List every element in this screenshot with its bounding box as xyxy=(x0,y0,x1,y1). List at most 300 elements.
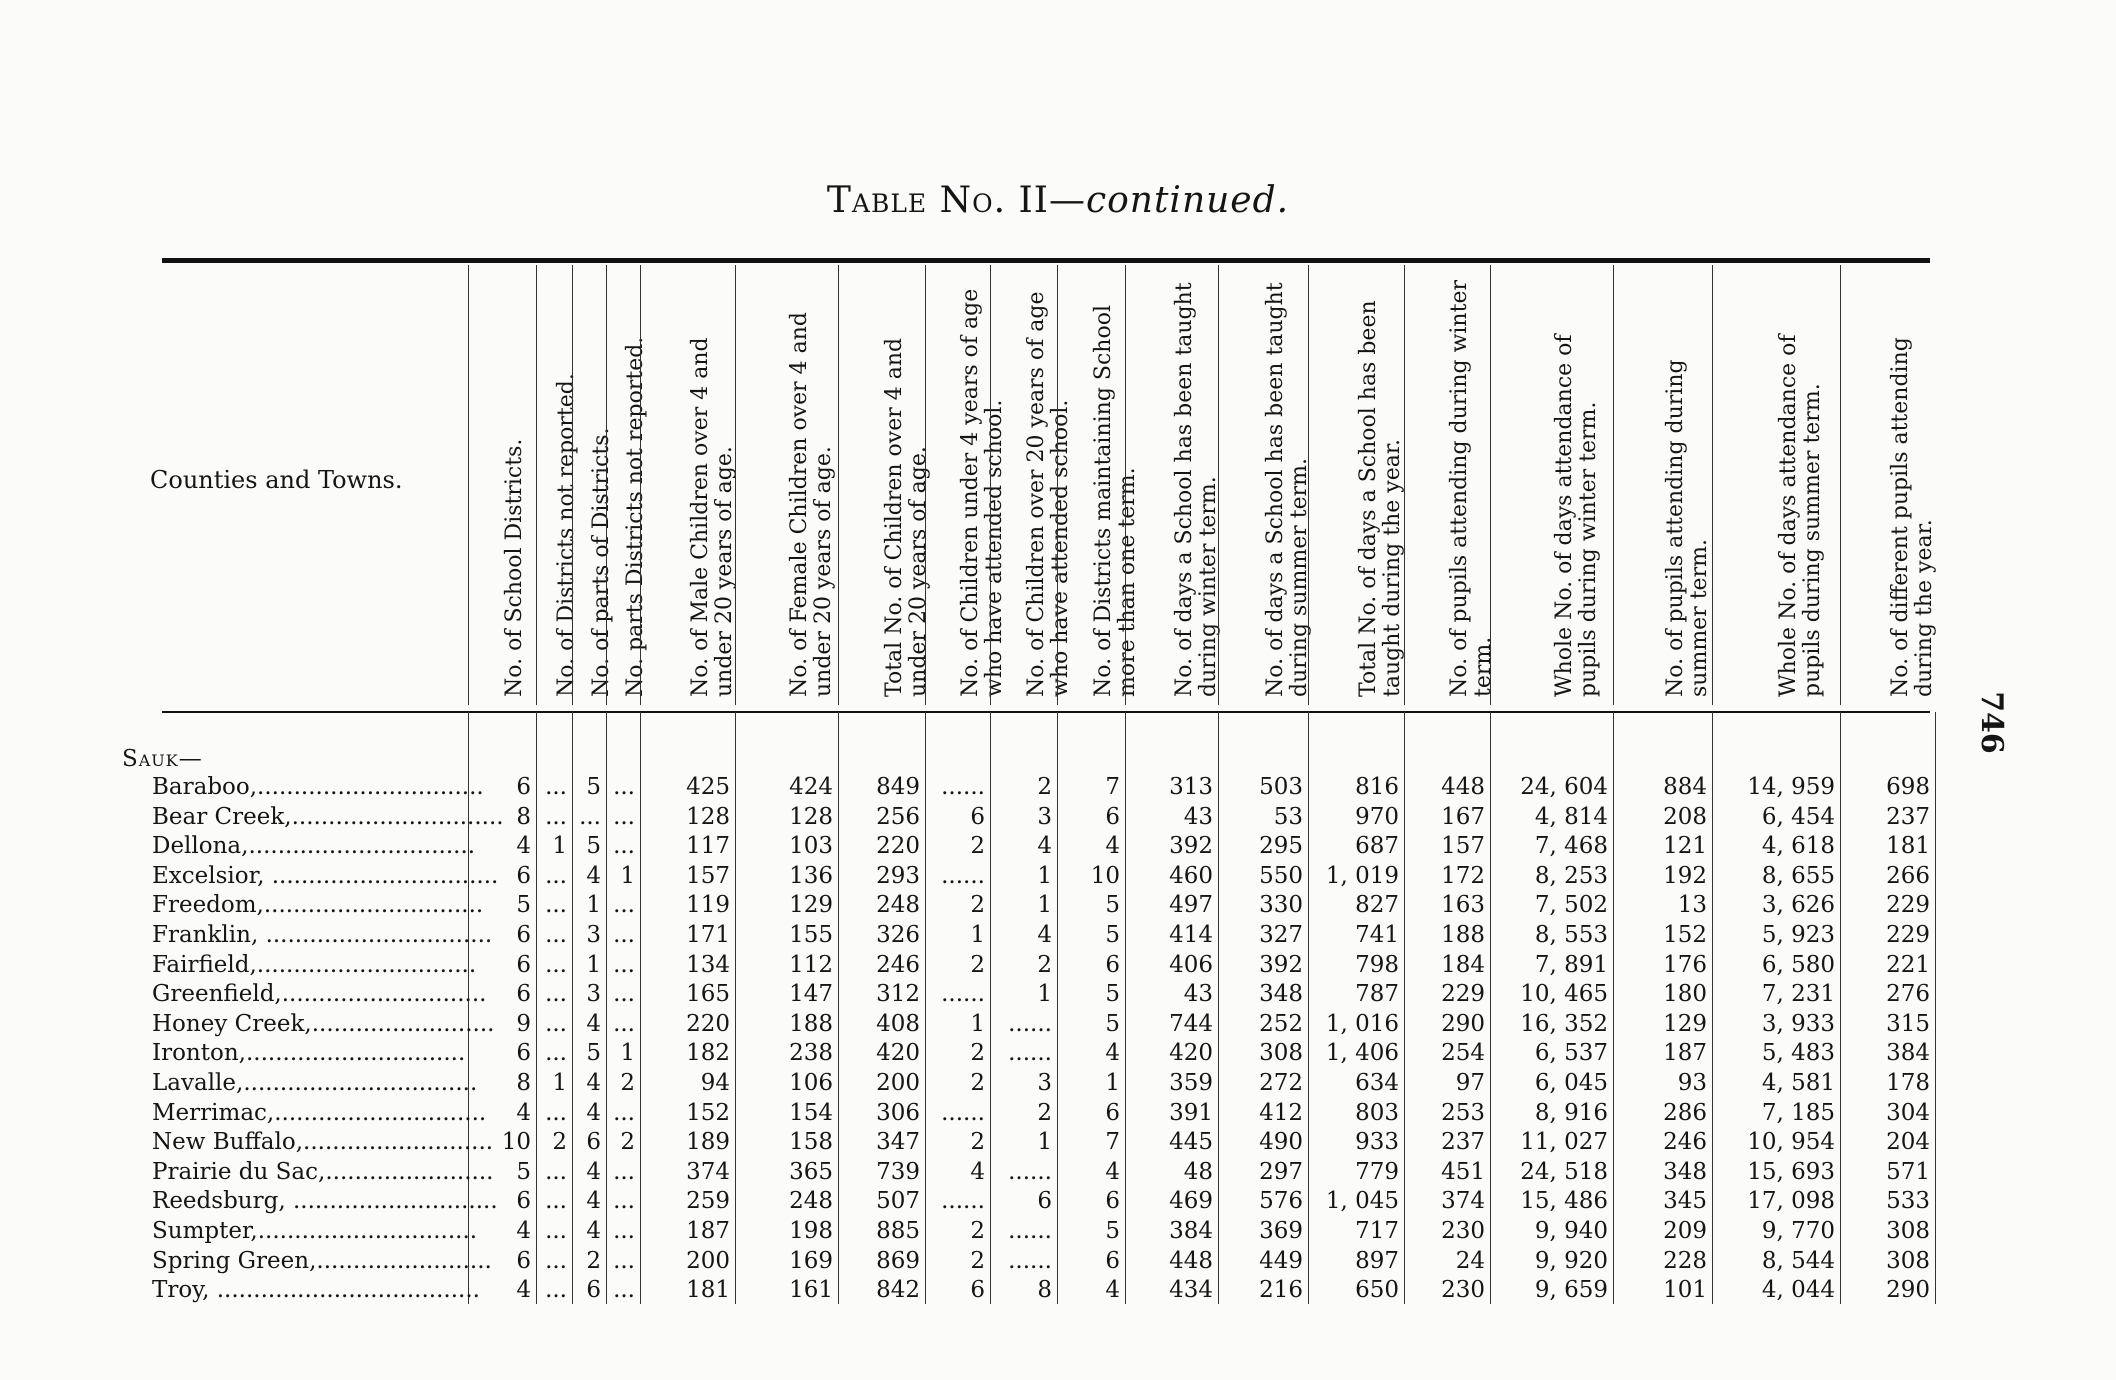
table-cell: 970 xyxy=(1355,803,1399,830)
table-cell: ...... xyxy=(941,1188,985,1215)
table-cell: 6 xyxy=(1105,803,1120,830)
table-cell: 112 xyxy=(789,951,833,978)
table-cell: 6 xyxy=(516,1247,531,1274)
table-cell: 739 xyxy=(876,1158,920,1185)
table-cell: 119 xyxy=(686,892,730,919)
table-cell: 237 xyxy=(1441,1129,1485,1156)
table-cell: 94 xyxy=(700,1070,730,1096)
column-header xyxy=(838,265,931,705)
table-cell: 550 xyxy=(1259,862,1303,889)
table-cell: ...... xyxy=(1008,1010,1052,1037)
column-header-text: Total No. of Children over 4 and under 20 years of age. xyxy=(881,337,931,697)
table-cell: ... xyxy=(545,1218,567,1244)
table-cell: 3 xyxy=(1037,1070,1052,1096)
table-cell: 5, 923 xyxy=(1761,922,1835,948)
table-row xyxy=(0,1098,2116,1128)
town-name: New Buffalo,.......................... xyxy=(152,1129,494,1156)
table-cell: 4 xyxy=(586,1010,601,1037)
table-cell: 220 xyxy=(876,833,920,860)
table-cell: 2 xyxy=(970,833,985,860)
table-cell: 326 xyxy=(876,922,920,948)
table-cell: ... xyxy=(613,1010,635,1037)
column-header-text: No. of Male Children over 4 and under 20 years of age. xyxy=(687,337,737,697)
table-row xyxy=(0,1157,2116,1187)
table-cell: 2 xyxy=(620,1070,635,1096)
table-cell: 15, 693 xyxy=(1747,1158,1835,1185)
table-cell: 4 xyxy=(1105,1277,1120,1304)
table-cell: ... xyxy=(613,892,635,919)
town-name: Baraboo,............................... xyxy=(152,774,484,800)
table-cell: 347 xyxy=(876,1129,920,1156)
table-cell: 4 xyxy=(516,833,531,860)
table-cell: 192 xyxy=(1663,862,1707,889)
column-header-text: Whole No. of days attendance of pupils during winter term. xyxy=(1551,334,1601,697)
table-cell: 276 xyxy=(1886,981,1930,1008)
table-cell: 129 xyxy=(789,892,833,919)
table-cell: 6 xyxy=(970,1277,985,1304)
table-cell: 3 xyxy=(1037,803,1052,830)
town-name: Prairie du Sac,....................... xyxy=(152,1158,494,1185)
table-cell: 4 xyxy=(1105,833,1120,860)
town-name: Bear Creek,............................. xyxy=(152,803,504,830)
table-cell: 2 xyxy=(970,951,985,978)
table-cell: 188 xyxy=(789,1010,833,1037)
table-cell: ... xyxy=(613,981,635,1008)
column-header-text: No. of Districts maintaining School more than one term. xyxy=(1091,305,1140,697)
table-cell: ...... xyxy=(1008,1247,1052,1274)
table-cell: 101 xyxy=(1663,1277,1707,1304)
table-cell: 2 xyxy=(970,1040,985,1067)
table-cell: 3 xyxy=(586,922,601,948)
town-name: Sumpter,.............................. xyxy=(152,1218,478,1244)
table-cell: 8, 553 xyxy=(1534,922,1608,948)
table-cell: 312 xyxy=(876,981,920,1008)
table-cell: 147 xyxy=(789,981,833,1008)
table-cell: 93 xyxy=(1677,1070,1707,1096)
town-name: Reedsburg, ............................ xyxy=(152,1188,498,1215)
table-cell: 272 xyxy=(1259,1070,1303,1096)
table-cell: 6, 580 xyxy=(1761,951,1835,978)
column-header xyxy=(1404,265,1496,705)
table-cell: 4 xyxy=(586,1070,601,1096)
table-cell: 634 xyxy=(1355,1070,1399,1096)
table-cell: 230 xyxy=(1441,1277,1485,1304)
table-cell: 158 xyxy=(789,1129,833,1156)
column-header-text: Total No. of days a School has been taught during the year. xyxy=(1356,300,1405,697)
table-cell: 248 xyxy=(789,1188,833,1215)
table-cell: 13 xyxy=(1677,892,1707,919)
column-header xyxy=(1712,265,1841,705)
table-cell: 117 xyxy=(686,833,730,860)
table-cell: 392 xyxy=(1259,951,1303,978)
table-cell: 43 xyxy=(1183,803,1213,830)
town-name: Ironton,.............................. xyxy=(152,1040,466,1067)
table-cell: ... xyxy=(613,1277,635,1304)
table-cell: 6 xyxy=(516,774,531,800)
table-cell: 134 xyxy=(686,951,730,978)
table-cell: ... xyxy=(613,803,635,830)
table-cell: 48 xyxy=(1183,1158,1213,1185)
table-cell: 6 xyxy=(970,803,985,830)
table-cell: 3 xyxy=(586,981,601,1008)
table-cell: 842 xyxy=(876,1277,920,1304)
table-cell: 246 xyxy=(1663,1129,1707,1156)
column-header xyxy=(1490,265,1614,705)
column-header-text: No. of Female Children over 4 and under 20 years of age. xyxy=(786,312,836,697)
table-cell: 8 xyxy=(516,803,531,830)
table-cell: ... xyxy=(613,1247,635,1274)
table-cell: 424 xyxy=(789,774,833,800)
table-row xyxy=(0,1186,2116,1216)
table-row xyxy=(0,920,2116,950)
table-cell: 253 xyxy=(1441,1099,1485,1126)
table-cell: ...... xyxy=(941,862,985,889)
table-cell: 1, 019 xyxy=(1325,862,1399,889)
table-cell: ... xyxy=(545,803,567,830)
table-row xyxy=(0,890,2116,920)
table-cell: 434 xyxy=(1169,1277,1213,1304)
table-cell: 6, 045 xyxy=(1534,1070,1608,1096)
column-header-text: No. of days a School has been taught during winter term. xyxy=(1171,282,1221,697)
table-cell: ... xyxy=(545,1158,567,1185)
table-cell: 384 xyxy=(1169,1218,1213,1244)
table-cell: 290 xyxy=(1886,1277,1930,1304)
table-cell: 254 xyxy=(1441,1040,1485,1067)
table-cell: 4 xyxy=(1105,1158,1120,1185)
table-cell: 2 xyxy=(586,1247,601,1274)
column-header xyxy=(1218,265,1312,705)
table-cell: 4 xyxy=(586,862,601,889)
table-cell: 9, 920 xyxy=(1534,1247,1608,1274)
table-cell: 1 xyxy=(1037,1129,1052,1156)
table-cell: 7, 891 xyxy=(1534,951,1608,978)
table-cell: 43 xyxy=(1183,981,1213,1008)
table-cell: 420 xyxy=(1169,1040,1213,1067)
table-cell: 741 xyxy=(1355,922,1399,948)
table-cell: 4 xyxy=(1105,1040,1120,1067)
table-cell: 406 xyxy=(1169,951,1213,978)
town-name: Excelsior, ............................... xyxy=(152,862,499,889)
table-cell: 252 xyxy=(1259,1010,1303,1037)
table-cell: 178 xyxy=(1886,1070,1930,1096)
table-cell: 6 xyxy=(516,981,531,1008)
table-cell: 221 xyxy=(1886,951,1930,978)
table-cell: ... xyxy=(545,951,567,978)
table-cell: 6 xyxy=(586,1277,601,1304)
table-cell: 8, 253 xyxy=(1534,862,1608,889)
table-cell: 460 xyxy=(1169,862,1213,889)
table-cell: 308 xyxy=(1886,1218,1930,1244)
table-cell: 230 xyxy=(1441,1218,1485,1244)
table-cell: 103 xyxy=(789,833,833,860)
table-cell: 414 xyxy=(1169,922,1213,948)
table-cell: 3, 626 xyxy=(1761,892,1835,919)
table-cell: 869 xyxy=(876,1247,920,1274)
header-rule xyxy=(162,711,1930,713)
table-cell: 7, 468 xyxy=(1534,833,1608,860)
table-cell: 2 xyxy=(970,1247,985,1274)
table-cell: 306 xyxy=(876,1099,920,1126)
table-cell: 8, 655 xyxy=(1761,862,1835,889)
table-cell: 4, 618 xyxy=(1761,833,1835,860)
table-cell: 6 xyxy=(516,1188,531,1215)
table-cell: 6 xyxy=(1105,1099,1120,1126)
table-cell: 7, 185 xyxy=(1761,1099,1835,1126)
table-cell: 408 xyxy=(876,1010,920,1037)
table-cell: 121 xyxy=(1663,833,1707,860)
table-row xyxy=(0,861,2116,891)
table-cell: 4 xyxy=(586,1099,601,1126)
table-cell: 1 xyxy=(620,1040,635,1067)
table-row xyxy=(0,1246,2116,1276)
table-cell: ... xyxy=(545,1010,567,1037)
table-cell: 171 xyxy=(686,922,730,948)
table-cell: 933 xyxy=(1355,1129,1399,1156)
table-cell: 1 xyxy=(1037,981,1052,1008)
table-cell: 2 xyxy=(970,892,985,919)
table-cell: ... xyxy=(579,803,601,830)
table-cell: 157 xyxy=(1441,833,1485,860)
column-header-text: No. of pupils attending during summer term. xyxy=(1662,359,1712,697)
table-cell: 129 xyxy=(1663,1010,1707,1037)
table-cell: 165 xyxy=(686,981,730,1008)
table-cell: 9 xyxy=(516,1010,531,1037)
table-cell: ... xyxy=(545,1277,567,1304)
table-cell: 503 xyxy=(1259,774,1303,800)
title-main: Table No. II xyxy=(826,180,1049,221)
table-cell: 246 xyxy=(876,951,920,978)
table-cell: 8 xyxy=(1037,1277,1052,1304)
table-cell: 315 xyxy=(1886,1010,1930,1037)
table-cell: 5 xyxy=(516,1158,531,1185)
column-header xyxy=(990,265,1073,705)
table-cell: 286 xyxy=(1663,1099,1707,1126)
table-cell: ...... xyxy=(941,774,985,800)
table-cell: 10 xyxy=(501,1129,531,1156)
table-cell: 152 xyxy=(686,1099,730,1126)
table-cell: ... xyxy=(545,1040,567,1067)
table-cell: ... xyxy=(613,774,635,800)
table-cell: 6 xyxy=(516,951,531,978)
table-cell: 4 xyxy=(586,1188,601,1215)
table-cell: 885 xyxy=(876,1218,920,1244)
table-cell: 507 xyxy=(876,1188,920,1215)
column-header xyxy=(606,265,648,705)
column-header xyxy=(1125,265,1219,705)
table-cell: 1 xyxy=(1105,1070,1120,1096)
table-row xyxy=(0,802,2116,832)
table-cell: 816 xyxy=(1355,774,1399,800)
table-cell: ... xyxy=(613,833,635,860)
column-header-text: No. parts Districts not reported. xyxy=(623,336,648,697)
table-cell: 5 xyxy=(1105,981,1120,1008)
town-name: Greenfield,............................ xyxy=(152,981,487,1008)
table-cell: 448 xyxy=(1169,1247,1213,1274)
table-cell: 308 xyxy=(1259,1040,1303,1067)
table-cell: 297 xyxy=(1259,1158,1303,1185)
table-cell: ... xyxy=(545,1099,567,1126)
column-header xyxy=(468,265,537,705)
town-name: Merrimac,............................. xyxy=(152,1099,487,1126)
table-cell: 4 xyxy=(516,1277,531,1304)
table-cell: 180 xyxy=(1663,981,1707,1008)
table-cell: 187 xyxy=(686,1218,730,1244)
table-cell: 348 xyxy=(1259,981,1303,1008)
column-header-text: No. of Children under 4 years of age who have attended school. xyxy=(957,288,1007,697)
table-cell: 106 xyxy=(789,1070,833,1096)
table-cell: 1 xyxy=(552,1070,567,1096)
column-header-text: No. of parts of Districts. xyxy=(589,427,614,697)
table-cell: 4 xyxy=(516,1218,531,1244)
table-cell: 1 xyxy=(620,862,635,889)
table-row xyxy=(0,772,2116,802)
table-row xyxy=(0,831,2116,861)
table-cell: 1 xyxy=(586,951,601,978)
column-header-text: Whole No. of days attendance of pupils during summer term. xyxy=(1776,334,1825,697)
table-cell: 374 xyxy=(1441,1188,1485,1215)
table-cell: 6 xyxy=(516,862,531,889)
counties-and-towns-header: Counties and Towns. xyxy=(150,466,403,494)
table-cell: 571 xyxy=(1886,1158,1930,1185)
table-cell: 5 xyxy=(1105,892,1120,919)
table-cell: 293 xyxy=(876,862,920,889)
table-cell: 1, 045 xyxy=(1325,1188,1399,1215)
table-cell: ... xyxy=(613,1218,635,1244)
town-name: Lavalle,................................ xyxy=(152,1070,478,1096)
table-cell: 744 xyxy=(1169,1010,1213,1037)
table-cell: 5 xyxy=(1105,1218,1120,1244)
column-header xyxy=(1308,265,1405,705)
table-cell: 7 xyxy=(1105,1129,1120,1156)
table-cell: 9, 770 xyxy=(1761,1218,1835,1244)
table-cell: 304 xyxy=(1886,1099,1930,1126)
table-cell: 216 xyxy=(1259,1277,1303,1304)
table-cell: 8 xyxy=(516,1070,531,1096)
column-header xyxy=(536,265,579,705)
table-cell: 200 xyxy=(876,1070,920,1096)
table-cell: 295 xyxy=(1259,833,1303,860)
table-cell: ... xyxy=(613,922,635,948)
table-cell: 24, 604 xyxy=(1520,774,1608,800)
table-cell: 451 xyxy=(1441,1158,1485,1185)
town-name: Spring Green,........................ xyxy=(152,1247,492,1274)
table-cell: 17, 098 xyxy=(1747,1188,1835,1215)
table-cell: 425 xyxy=(686,774,730,800)
table-cell: 412 xyxy=(1259,1099,1303,1126)
table-cell: ... xyxy=(545,981,567,1008)
page-number: 746 xyxy=(1973,691,2009,754)
column-header-text: No. of Districts not reported. xyxy=(554,373,579,697)
table-cell: 803 xyxy=(1355,1099,1399,1126)
table-cell: ...... xyxy=(1008,1040,1052,1067)
table-cell: 7 xyxy=(1105,774,1120,800)
table-row xyxy=(0,1009,2116,1039)
table-cell: 9, 659 xyxy=(1534,1277,1608,1304)
top-rule xyxy=(162,258,1930,263)
table-cell: 237 xyxy=(1886,803,1930,830)
table-cell: ... xyxy=(545,862,567,889)
table-cell: 97 xyxy=(1455,1070,1485,1096)
table-cell: 6 xyxy=(1105,951,1120,978)
table-cell: 1 xyxy=(970,1010,985,1037)
table-cell: 189 xyxy=(686,1129,730,1156)
town-name: Troy, .................................... xyxy=(152,1277,480,1304)
table-cell: 420 xyxy=(876,1040,920,1067)
column-header-text: No. of days a School has been taught during summer term. xyxy=(1263,282,1312,697)
table-cell: 6 xyxy=(1105,1188,1120,1215)
table-cell: 384 xyxy=(1886,1040,1930,1067)
table-cell: 1, 406 xyxy=(1325,1040,1399,1067)
table-cell: 4 xyxy=(586,1158,601,1185)
table-cell: 787 xyxy=(1355,981,1399,1008)
table-title: Table No. II—continued. xyxy=(826,180,1290,221)
table-cell: 128 xyxy=(686,803,730,830)
table-row xyxy=(0,1127,2116,1157)
table-cell: 204 xyxy=(1886,1129,1930,1156)
table-cell: 14, 959 xyxy=(1747,774,1835,800)
table-cell: 228 xyxy=(1663,1247,1707,1274)
table-cell: 5 xyxy=(1105,1010,1120,1037)
column-header xyxy=(735,265,839,705)
column-header xyxy=(1057,265,1140,705)
table-cell: 128 xyxy=(789,803,833,830)
table-cell: 1 xyxy=(1037,892,1052,919)
table-cell: 6 xyxy=(516,1040,531,1067)
table-row xyxy=(0,950,2116,980)
table-cell: 181 xyxy=(686,1277,730,1304)
table-cell: 849 xyxy=(876,774,920,800)
table-cell: 157 xyxy=(686,862,730,889)
table-cell: 167 xyxy=(1441,803,1485,830)
table-cell: 717 xyxy=(1355,1218,1399,1244)
table-cell: 1 xyxy=(1037,862,1052,889)
table-cell: 8, 916 xyxy=(1534,1099,1608,1126)
column-header-text: No. of School Districts. xyxy=(502,438,527,697)
table-cell: 330 xyxy=(1259,892,1303,919)
table-cell: 6, 454 xyxy=(1761,803,1835,830)
table-cell: 5, 483 xyxy=(1761,1040,1835,1067)
table-cell: 6 xyxy=(1105,1247,1120,1274)
table-cell: 348 xyxy=(1663,1158,1707,1185)
table-cell: ... xyxy=(545,774,567,800)
table-cell: 152 xyxy=(1663,922,1707,948)
table-cell: 4 xyxy=(1037,833,1052,860)
table-cell: 154 xyxy=(789,1099,833,1126)
table-cell: 163 xyxy=(1441,892,1485,919)
table-cell: 15, 486 xyxy=(1520,1188,1608,1215)
table-cell: 798 xyxy=(1355,951,1399,978)
table-cell: 313 xyxy=(1169,774,1213,800)
table-cell: 392 xyxy=(1169,833,1213,860)
table-cell: 308 xyxy=(1886,1247,1930,1274)
county-label: Sauk— xyxy=(122,746,203,772)
table-cell: ... xyxy=(545,1247,567,1274)
table-cell: 24, 518 xyxy=(1520,1158,1608,1185)
table-cell: ...... xyxy=(1008,1158,1052,1185)
table-cell: 4 xyxy=(586,1218,601,1244)
table-cell: 650 xyxy=(1355,1277,1399,1304)
table-cell: 469 xyxy=(1169,1188,1213,1215)
table-row xyxy=(0,1068,2116,1098)
table-cell: ... xyxy=(613,1099,635,1126)
table-cell: 10, 465 xyxy=(1520,981,1608,1008)
town-name: Freedom,.............................. xyxy=(152,892,484,919)
table-cell: 687 xyxy=(1355,833,1399,860)
table-cell: 266 xyxy=(1886,862,1930,889)
table-cell: 374 xyxy=(686,1158,730,1185)
table-cell: 576 xyxy=(1259,1188,1303,1215)
table-cell: ... xyxy=(613,951,635,978)
